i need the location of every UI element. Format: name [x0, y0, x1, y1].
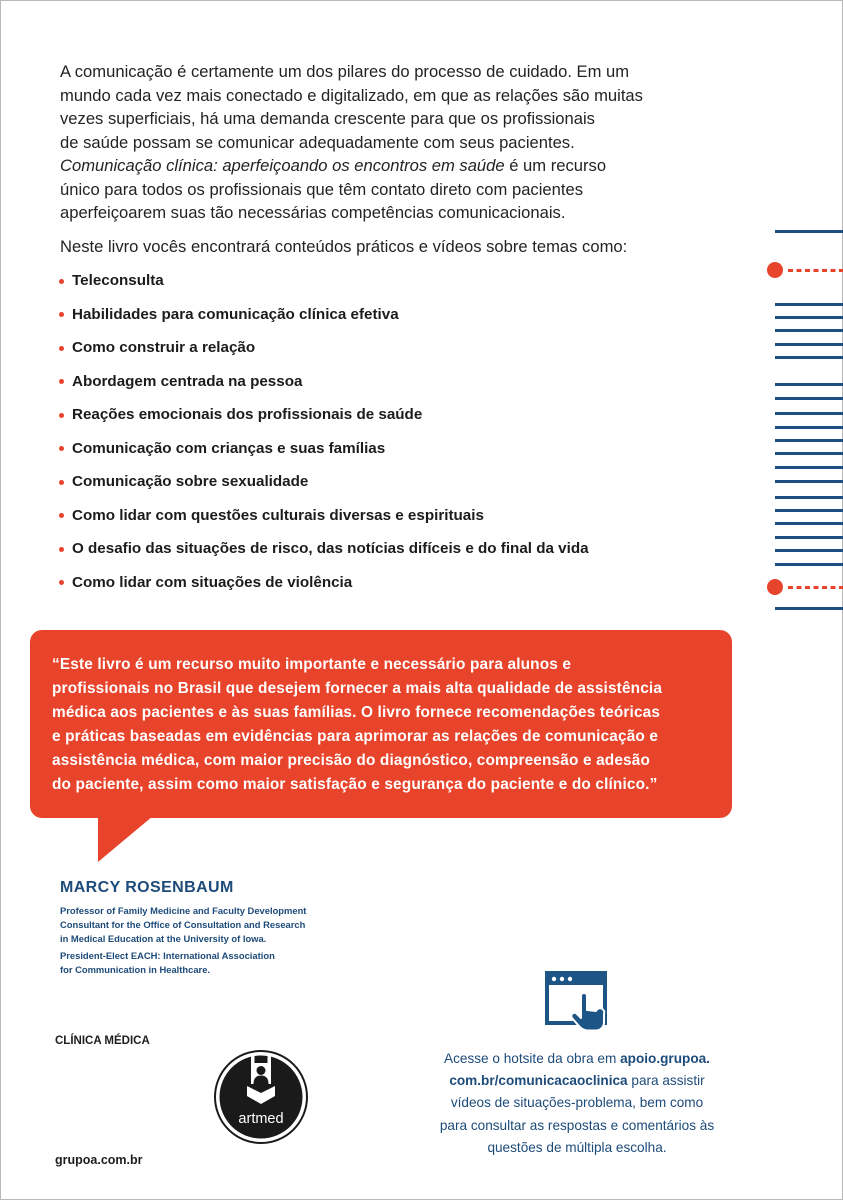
hotsite-line: para consultar as respostas e comentários às [439, 1117, 715, 1133]
bullet-icon [59, 279, 64, 284]
hotsite-text: para assistir [627, 1073, 705, 1089]
bullet-icon [59, 547, 64, 552]
quote-line: profissionais no Brasil que desejem fornecer a mais alta qualidade de assistência [52, 680, 663, 697]
bullet-icon [59, 312, 64, 317]
topic-label: Como lidar com questões culturais diversas e espirituais [72, 506, 484, 524]
topic-item [58, 398, 589, 432]
decorative-dot-icon [767, 262, 783, 278]
hotsite-line [412, 1070, 742, 1092]
decorative-dot-icon [767, 579, 783, 595]
decorative-stripe [775, 356, 843, 359]
bullet-icon [59, 580, 64, 585]
topic-item [58, 365, 589, 399]
decorative-stripe [775, 509, 843, 512]
topic-item [58, 432, 589, 466]
topics-list [58, 264, 589, 599]
affiliation-line: Professor of Family Medicine and Faculty Development [60, 905, 307, 916]
intro-line-with-title [60, 154, 643, 178]
decorative-stripe [775, 536, 843, 539]
author-role [60, 949, 275, 977]
intro-line: vezes superficiais, há uma demanda crescente para que os profissionais [60, 109, 595, 128]
decorative-stripe [775, 426, 843, 429]
quote-line: médica aos pacientes e às suas famílias. O livro fornece recomendações teóricas [52, 704, 661, 721]
intro-line: aperfeiçoarem suas tão necessárias competências comunicacionais. [60, 203, 566, 222]
topic-item [58, 465, 589, 499]
topic-label: Abordagem centrada na pessoa [72, 372, 303, 390]
decorative-stripe [775, 522, 843, 525]
topic-label: Teleconsulta [72, 272, 164, 289]
decorative-stripe [775, 383, 843, 386]
topic-item [58, 499, 589, 533]
book-title: Comunicação clínica: aperfeiçoando os encontros em saúde [60, 156, 505, 175]
bullet-icon [59, 413, 64, 418]
quote-line: assistência médica, com maior precisão do diagnóstico, compreensão e adesão [52, 752, 651, 769]
book-category: CLÍNICA MÉDICA [55, 1035, 150, 1047]
testimonial-quote [52, 653, 662, 797]
topic-label: O desafio das situações de risco, das notícias difíceis e do final da vida [72, 540, 589, 557]
topic-item [58, 264, 589, 298]
decorative-stripe [775, 397, 843, 400]
quote-bubble-tail [97, 816, 153, 864]
decorative-stripe [775, 343, 843, 346]
affiliation-line: Consultant for the Office of Consultation and Research [60, 919, 306, 930]
role-line: for Communication in Healthcare. [60, 964, 211, 975]
intro-line: único para todos os profissionais que têm contato direto com pacientes [60, 179, 584, 199]
decorative-stripe [775, 329, 843, 332]
topic-item [58, 532, 589, 566]
hotsite-url[interactable]: apoio.grupoa. [620, 1051, 710, 1066]
quote-line: e práticas baseadas em evidências para aprimorar as relações de comunicação e [52, 728, 659, 745]
decorative-stripe [775, 439, 843, 442]
hotsite-text: Acesse o hotsite da obra em [444, 1051, 621, 1066]
topic-item [58, 331, 589, 365]
bullet-icon [59, 480, 64, 485]
topic-label: Habilidades para comunicação clínica efetiva [72, 305, 399, 323]
decorative-stripe [775, 496, 843, 499]
bullet-icon [59, 346, 64, 351]
topics-intro: Neste livro vocês encontrará conteúdos práticos e vídeos sobre temas como: [60, 237, 628, 256]
role-line: President-Elect EACH: International Association [60, 950, 275, 961]
decorative-stripe [775, 452, 843, 455]
topic-label: Como lidar com situações de violência [72, 573, 353, 591]
decorative-stripe [775, 563, 843, 566]
decorative-stripe [775, 466, 843, 469]
decorative-stripe [775, 412, 843, 415]
author-name: MARCY ROSENBAUM [60, 879, 234, 896]
topic-item [58, 298, 589, 332]
topic-label: Reações emocionais dos profissionais de saúde [72, 406, 423, 423]
topic-item [58, 566, 589, 600]
topic-label: Como construir a relação [72, 339, 256, 356]
hotsite-info [412, 1048, 742, 1159]
bullet-icon [59, 379, 64, 384]
hotsite-line: questões de múltipla escolha. [487, 1139, 667, 1155]
bullet-icon [59, 446, 64, 451]
quote-line: do paciente, assim como maior satisfação e segurança do paciente e do clínico.” [52, 776, 658, 793]
decorative-stripe [775, 230, 843, 233]
bullet-icon [59, 513, 64, 518]
decorative-stripe [775, 549, 843, 552]
quote-line: “Este livro é um recurso muito importante e necessário para alunos e [52, 656, 572, 673]
intro-paragraph [60, 60, 643, 225]
decorative-stripe [775, 303, 843, 306]
browser-click-icon [545, 970, 611, 1032]
publisher-website[interactable]: grupoa.com.br [55, 1153, 143, 1167]
topic-label: Comunicação com crianças e suas famílias [72, 439, 386, 457]
decorative-stripe [775, 607, 843, 610]
intro-line: mundo cada vez mais conectado e digitalizado, em que as relações são muitas [60, 85, 643, 105]
intro-line: A comunicação é certamente um dos pilares do processo de cuidado. Em um [60, 62, 630, 81]
hotsite-url[interactable]: com.br/comunicacaoclinica [449, 1073, 628, 1089]
hotsite-line [412, 1048, 742, 1070]
decorative-dashed-line [788, 586, 843, 589]
affiliation-line: in Medical Education at the University of Iowa. [60, 933, 267, 944]
intro-after-title: é um recurso [504, 156, 607, 175]
decorative-dashed-line [788, 269, 843, 272]
artmed-logo [213, 1049, 309, 1145]
intro-line: de saúde possam se comunicar adequadamente com seus pacientes. [60, 132, 575, 152]
hotsite-line: vídeos de situações-problema, bem como [450, 1095, 704, 1111]
decorative-stripe [775, 480, 843, 483]
logo-text: artmed [238, 1111, 284, 1127]
author-affiliation [60, 904, 306, 946]
decorative-stripe [775, 316, 843, 319]
topic-label: Comunicação sobre sexualidade [72, 473, 309, 490]
